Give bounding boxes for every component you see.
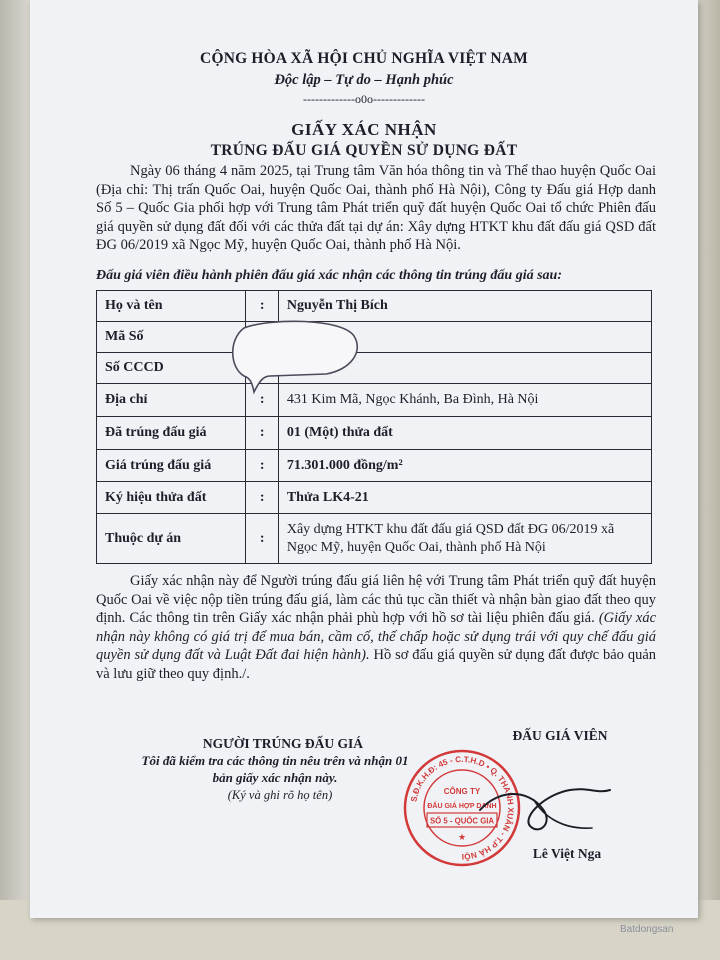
intro-paragraph <box>96 162 656 255</box>
row-value: 71.301.000 đồng/m² <box>278 450 651 482</box>
row-label: Thuộc dự án <box>97 514 246 564</box>
row-label: Địa chỉ <box>97 384 246 417</box>
row-value: Thửa LK4-21 <box>278 482 651 514</box>
signature-instruction: (Ký và ghi rõ họ tên) <box>227 788 333 802</box>
closing-text-1: Giấy xác nhận này để Người trúng đấu giá liên hệ với Trung tâm Phát triển quỹ đất huyện Quốc Oai về việc nộp tiền trúng đấu giá, làm các thủ tục cần thiết và nhận bàn giao đất theo quy định. Các thông tin trên Giấy xác nhận phải phù hợp với hồ sơ tài liệu phiên đấu giá. <box>96 573 656 627</box>
seal-line-3: SỐ 5 - QUỐC GIA <box>429 816 495 826</box>
row-colon: : <box>246 384 278 417</box>
background-left <box>0 0 30 960</box>
row-value: Nguyễn Thị Bích <box>278 291 651 322</box>
row-colon: : <box>246 291 278 322</box>
document-title: GIẤY XÁC NHẬN <box>291 120 437 139</box>
closing-text-2: Hồ sơ đấu giá quyền sử dụng đất được bảo quản và lưu giữ theo quy định./. <box>96 647 657 682</box>
heading-divider: -------------o0o------------- <box>303 92 425 106</box>
national-motto: Độc lập – Tự do – Hạnh phúc <box>274 72 454 88</box>
row-value: Xây dựng HTKT khu đất đấu giá QSD đất ĐG 06/2019 xã Ngọc Mỹ, huyện Quốc Oai, thành phố Hà Nội <box>278 514 651 564</box>
row-label: Đã trúng đấu giá <box>97 417 246 450</box>
document-page <box>30 0 698 918</box>
auctioneer-signature-title: ĐẤU GIÁ VIÊN <box>512 728 608 743</box>
row-label: Giá trúng đấu giá <box>97 450 246 482</box>
watermark-text: Batdongsan <box>620 924 674 935</box>
winner-signature-title: NGƯỜI TRÚNG ĐẤU GIÁ <box>202 736 364 751</box>
row-label: Họ và tên <box>97 291 246 322</box>
seal-line-1: CÔNG TY <box>443 787 481 796</box>
table-row <box>97 384 652 417</box>
seal-star-icon: ★ <box>457 832 467 842</box>
table-row <box>97 322 652 353</box>
background-right <box>696 0 720 960</box>
winner-confirmation-note: Tôi đã kiểm tra các thông tin nêu trên và nhận 01 bản giấy xác nhận này. <box>141 753 409 785</box>
table-row <box>97 482 652 514</box>
row-colon: : <box>246 514 278 564</box>
intro-text: Ngày 06 tháng 4 năm 2025, tại Trung tâm Văn hóa thông tin và Thể thao huyện Quốc Oai (Địa chỉ: Thị trấn Quốc Oai, huyện Quốc Oai, thành phố Hà Nội), Công ty Đấu giá Hợp danh Số 5 – Quốc Gia phối hợp với Trung tâm Phát triển quỹ đất huyện Quốc Oai tổ chức Phiên đấu giá quyền sử dụng đất đối với các thửa đất tại dự án: Xây dựng HTKT khu đất đấu giá QSD đất ĐG 06/2019 xã Ngọc Mỹ, huyện Quốc Oai, thành phố Hà Nội. <box>96 163 656 254</box>
table-row <box>97 450 652 482</box>
row-colon: : <box>246 482 278 514</box>
table-row <box>97 353 652 384</box>
table-row <box>97 514 652 564</box>
closing-italic-note: (Giấy xác nhận này không có giá trị để mua bán, cầm cố, thế chấp hoặc sử dụng trái với quy chế đấu giá quyền sử dụng đất và Luật Đất đai hiện hành). <box>96 610 657 664</box>
redaction-bubble <box>230 320 360 400</box>
handwritten-signature <box>470 770 620 850</box>
document-subtitle: TRÚNG ĐẤU GIÁ QUYỀN SỬ DỤNG ĐẤT <box>210 142 518 159</box>
table-row <box>97 291 652 322</box>
winner-info-table <box>96 290 652 564</box>
auctioneer-name: Lê Việt Nga <box>532 846 602 861</box>
row-colon: : <box>246 450 278 482</box>
row-label: Ký hiệu thửa đất <box>97 482 246 514</box>
row-label: Mã Số <box>97 322 246 353</box>
table-lead-text: Đấu giá viên điều hành phiên đấu giá xác nhận các thông tin trúng đấu giá sau: <box>96 268 562 283</box>
row-label: Số CCCD <box>97 353 246 384</box>
row-value: 431 Kim Mã, Ngọc Khánh, Ba Đình, Hà Nội <box>278 384 651 417</box>
closing-paragraph <box>96 572 656 684</box>
row-value: 01 (Một) thửa đất <box>278 417 651 450</box>
seal-ring-text: S.Đ.K.H.Đ: 45 - C.T.H.D • Q. THANH XUÂN - T.P HÀ NỘI <box>409 754 516 862</box>
row-colon: : <box>246 417 278 450</box>
table-row <box>97 417 652 450</box>
national-heading: CỘNG HÒA XÃ HỘI CHỦ NGHĨA VIỆT NAM <box>200 50 528 67</box>
seal-line-2: ĐẤU GIÁ HỢP DANH <box>427 803 497 810</box>
